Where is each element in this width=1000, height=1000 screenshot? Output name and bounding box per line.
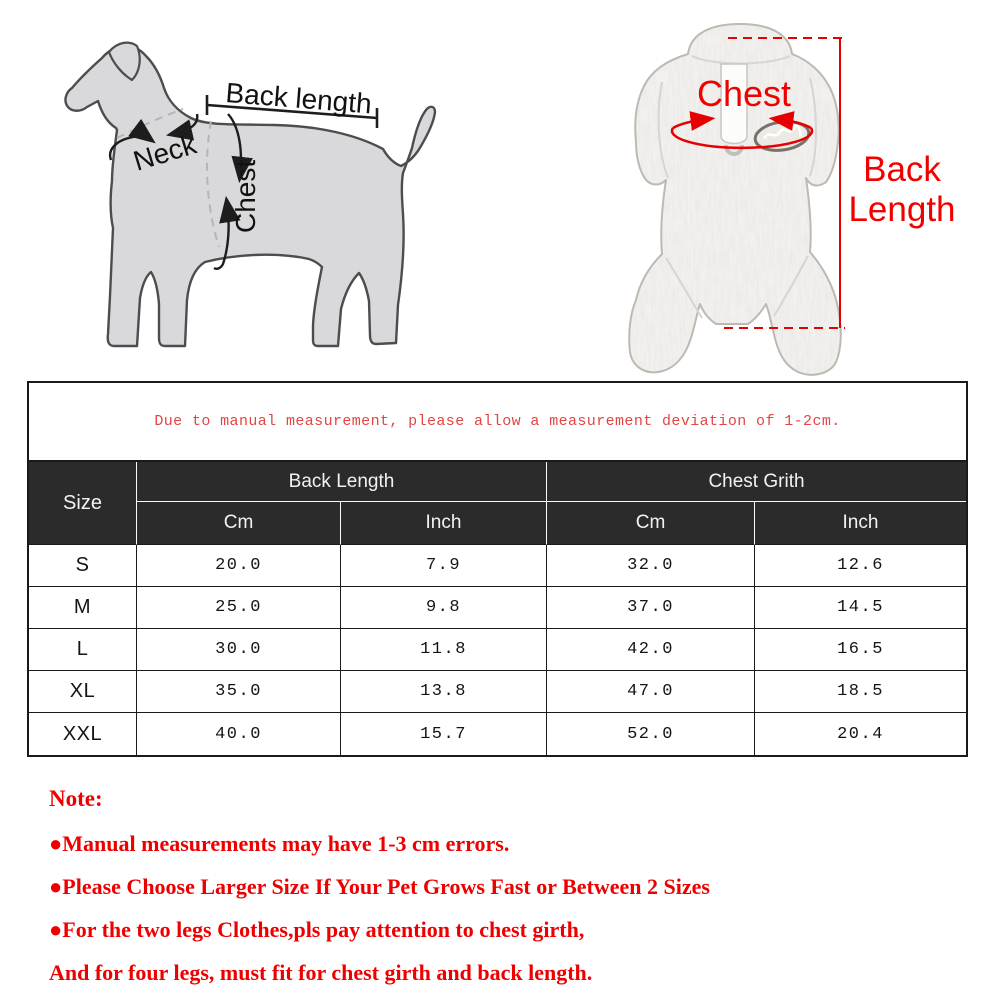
chest-inch-s: 12.6 <box>755 545 966 587</box>
chest-inch-l: 16.5 <box>755 629 966 671</box>
header-size: Size <box>29 462 137 545</box>
size-table <box>27 381 968 757</box>
chest-inch-m: 14.5 <box>755 587 966 629</box>
size-label-s: S <box>29 545 137 587</box>
back-length-line2: Length <box>848 190 956 229</box>
size-label-m: M <box>29 587 137 629</box>
dog-back-length-label: Back length <box>224 77 373 120</box>
size-label-l: L <box>29 629 137 671</box>
size-label-xl: XL <box>29 671 137 713</box>
back-inch-m: 9.8 <box>341 587 547 629</box>
dog-measurement-diagram <box>25 18 455 363</box>
header-back-inch: Inch <box>341 502 547 545</box>
header-chest-girth: Chest Grith <box>547 462 966 502</box>
dog-neck-label: Neck <box>129 128 200 177</box>
back-cm-xl: 35.0 <box>137 671 341 713</box>
chest-inch-xxl: 20.4 <box>837 724 884 744</box>
back-inch-xl: 13.8 <box>341 671 547 713</box>
chest-cm-xxl: 52.0 <box>547 713 755 755</box>
note-line-1: ●Manual measurements may have 1-3 cm errors. <box>49 831 510 856</box>
note-line-2: ●Please Choose Larger Size If Your Pet Grows Fast or Between 2 Sizes <box>49 874 710 899</box>
dog-chest-label: Chest <box>230 159 261 233</box>
garment-chest-label: Chest <box>696 73 792 114</box>
header-chest-inch: Inch <box>755 502 966 545</box>
note-line-4: And for four legs, must fit for chest girth and back length. <box>49 960 593 985</box>
size-label-xxl: XXL <box>29 713 137 755</box>
back-inch-s: 7.9 <box>341 545 547 587</box>
notes-title: Note: <box>49 786 103 811</box>
back-inch-xxl: 15.7 <box>341 713 547 755</box>
header-back-cm: Cm <box>137 502 341 545</box>
chest-cm-s: 32.0 <box>547 545 755 587</box>
back-cm-l: 30.0 <box>137 629 341 671</box>
back-length-line1: Back <box>863 150 941 189</box>
chest-cm-xl: 47.0 <box>547 671 755 713</box>
chest-cm-l: 42.0 <box>547 629 755 671</box>
garment-photo <box>612 14 862 382</box>
back-cm-m: 25.0 <box>137 587 341 629</box>
back-cm-s: 20.0 <box>137 545 341 587</box>
chest-cm-m: 37.0 <box>547 587 755 629</box>
back-cm-xxl: 40.0 <box>137 713 341 755</box>
back-inch-l: 11.8 <box>341 629 547 671</box>
note-line-3: ●For the two legs Clothes,pls pay attention to chest girth, <box>49 917 585 942</box>
garment-back-length-label <box>842 150 962 230</box>
chest-inch-xl: 18.5 <box>755 671 966 713</box>
header-chest-cm: Cm <box>547 502 755 545</box>
deviation-note: Due to manual measurement, please allow a measurement deviation of 1-2cm. <box>29 383 966 462</box>
notes-section <box>49 786 959 1000</box>
header-back-length: Back Length <box>137 462 547 502</box>
